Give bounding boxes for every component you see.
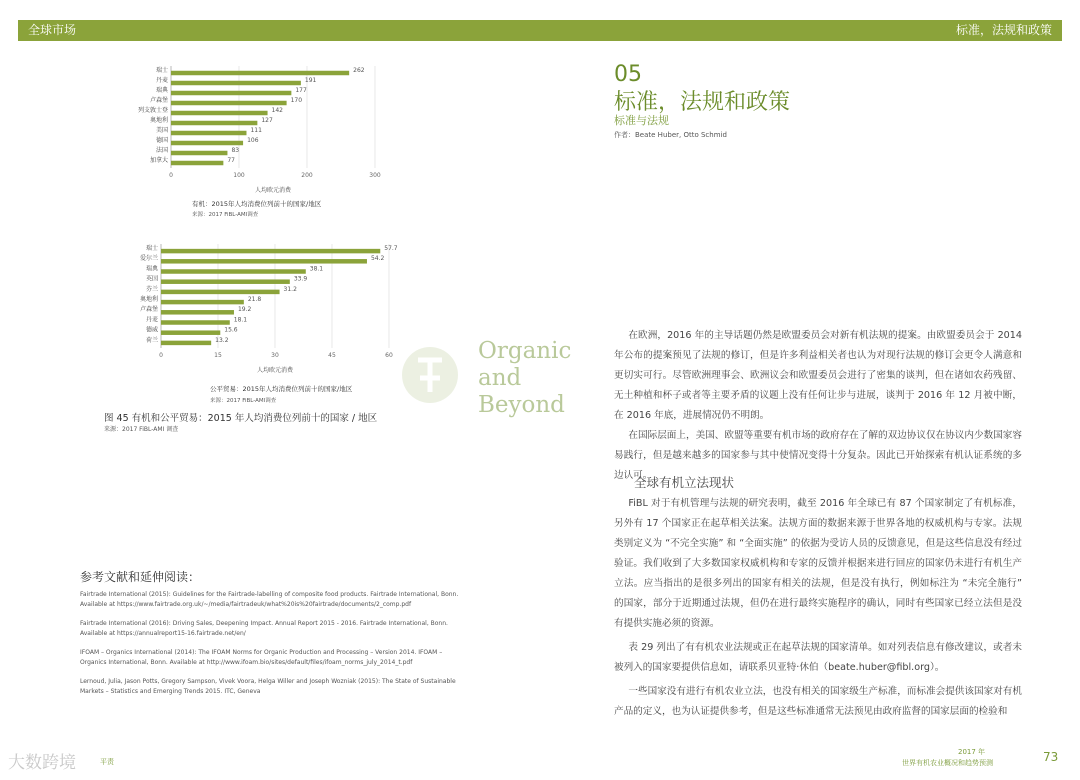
category-label: 爱尔兰 [139, 255, 158, 263]
body-paragraph: 在国际层面上，美国、欧盟等重要有机市场的政府存在了解的双边协议仅在协议内少数国家容易践行，但是越来越多的国家参与其中使情况变得十分复杂。因此已开始探索有机认证系统的多边认可。 [614, 430, 1022, 481]
value-label: 142 [271, 107, 284, 114]
bar [171, 131, 246, 136]
bar [171, 91, 291, 96]
bar [161, 300, 244, 305]
x-tick-label: 30 [271, 352, 279, 359]
footer-publication: 世界有机农业概况和趋势预测 [902, 759, 993, 767]
x-axis-title: 人均欧元消费 [254, 187, 292, 194]
category-label: 列支敦士登 [137, 107, 168, 114]
x-tick-label: 0 [159, 352, 163, 359]
body-paragraph: 在欧洲，2016 年的主导话题仍然是欧盟委员会对新有机法规的提案。由欧盟委员会于 2014 年公布的提案预见了法规的修订，但是许多利益相关者也认为对现行法规的修订会更令人满意和更切实可行。尽管欧洲理事会、欧洲议会和欧盟委员会进行了密集的谈判，但在诸如农药残留、无土种植和杯子或者等主要矛盾的议题上没有任何让步与进展，谈判于 2016 年 12 月被中断，在 2016 年底，进展情况仍不明朗。 [614, 330, 1022, 421]
category-label: 瑞士 [145, 245, 158, 252]
fairtrade-consumption-chart [105, 240, 405, 375]
header-bar [18, 20, 1062, 41]
value-label: 33.9 [293, 275, 308, 283]
bar [161, 279, 290, 284]
body-paragraph: FiBL 对于有机管理与法规的研究表明，截至 2016 年全球已有 87 个国家制定了有机标准，另外有 17 个国家正在起草相关法案。法规方面的数据来源于世界各地的权威机构与专家。法规类别定义为 “不完全实施” 和 “全面实施” 的依据为受访人员的反馈意见，但是这些信息没有经过验证。我们收到了大多数国家权威机构和专家的反馈并根据来进行回应的国家仍未进行有机生产立法。应当指出的是很多列出的国家有相关的法规，但是没有执行，例如标注为 “未完全施行” 的国家，部分于近期通过法规，但仍在进行最终实施程序的确认，同时有些国家已经立法但是没有提供实施必须的资源。 [614, 498, 1022, 629]
organic-consumption-chart [105, 62, 405, 192]
category-label: 德威 [145, 326, 158, 334]
category-label: 荷兰 [145, 336, 158, 344]
bar [161, 330, 220, 335]
value-label: 127 [261, 117, 273, 124]
reference-item: Fairtrade International (2016): Driving Sales, Deepening Impact. Annual Report 2015 - 2016. Fairtrade International, Bonn. Available at https://annualreport15-16.fairtrade.net/en/ [80, 620, 448, 637]
bar [171, 151, 227, 156]
bar [171, 141, 243, 146]
category-label: 德国 [155, 137, 168, 144]
figure-source: 来源：2017 FiBL-AMI 调查 [104, 426, 179, 433]
organic-chart-caption: 有机：2015年人均消费位列前十的国家/地区 [192, 200, 322, 208]
x-tick-label: 15 [214, 352, 222, 359]
category-label: 加拿大 [149, 157, 168, 164]
category-label: 瑞典 [145, 265, 158, 273]
value-label: 54.2 [370, 255, 385, 263]
value-label: 13.2 [215, 336, 229, 344]
reference-item: Lernoud, Julia, Jason Potts, Gregory Sampson, Vivek Voora, Helga Willer and Joseph Wozniak (2015): The State of Sustainable Markets – Statistics and Emerging Trends 2015. ITC, Geneva [80, 678, 456, 695]
x-tick-label: 60 [385, 352, 393, 359]
category-label: 奥地利 [139, 296, 158, 303]
value-label: 262 [353, 67, 365, 74]
bar [161, 341, 211, 346]
reference-item: IFOAM – Organics International (2014): The IFOAM Norms for Organic Production and Processing – Version 2014. IFOAM – Organics International, Bonn. Available at http://www.ifoam.bio/sites/default/files/ifoam_norms_july_2014_t.pdf [80, 649, 443, 666]
x-tick-label: 100 [233, 172, 245, 179]
page-number: 73 [1043, 750, 1059, 764]
organic-bar-chart-svg [105, 62, 405, 192]
value-label: 111 [250, 127, 262, 134]
footer-year: 2017 年 [958, 748, 986, 756]
footer-logo: 大数跨境 [8, 753, 76, 773]
chapter-authors: 作者：Beate Huber, Otto Schmid [614, 131, 727, 139]
value-label: 191 [304, 77, 317, 84]
section-heading: 全球有机立法现状 [634, 475, 735, 490]
category-label: 卢森堡 [139, 306, 158, 314]
bar [171, 161, 223, 166]
category-label: 卢森堡 [149, 97, 168, 104]
x-tick-label: 0 [169, 172, 173, 179]
header-section-left: 全球市场 [28, 23, 77, 37]
value-label: 57.7 [384, 245, 398, 252]
body-block-2 [614, 494, 1022, 722]
bar [161, 249, 380, 254]
bar [171, 71, 349, 76]
value-label: 177 [295, 87, 307, 94]
value-label: 170 [290, 97, 303, 104]
value-label: 19.2 [237, 306, 252, 314]
bar [161, 269, 306, 274]
category-label: 法国 [155, 147, 168, 154]
x-tick-label: 45 [328, 352, 336, 359]
category-label: 芬兰 [145, 285, 158, 293]
chapter-subtitle: 标准与法规 [614, 114, 669, 127]
x-tick-label: 300 [369, 172, 381, 179]
category-label: 瑞士 [155, 67, 168, 74]
value-label: 31.2 [283, 285, 297, 293]
category-label: 英国 [145, 275, 158, 283]
fairtrade-chart-caption: 公平贸易：2015年人均消费位列前十的国家/地区 [210, 385, 353, 393]
value-label: 18.1 [233, 316, 248, 324]
footer-left-text: 平责 [100, 758, 114, 766]
fairtrade-bar-chart-svg [105, 240, 405, 375]
references-heading: 参考文献和延伸阅读： [80, 570, 201, 584]
chapter-number: 05 [614, 62, 642, 87]
bar [171, 111, 268, 116]
chapter-title: 标准，法规和政策 [614, 90, 791, 115]
body-paragraph: 表 29 列出了有有机农业法规或正在起草法规的国家清单。如对列表信息有修改建议，或者未被列入的国家要提供信息如，请联系贝亚特·休伯（beate.huber@fibl.org）。 [614, 642, 1022, 673]
value-label: 77 [227, 157, 236, 164]
category-label: 美国 [155, 127, 168, 134]
bar [161, 310, 234, 315]
bar [171, 81, 301, 86]
organic-chart-source: 来源：2017 FiBL-AMI调查 [192, 212, 259, 218]
bar [171, 101, 287, 106]
value-label: 21.8 [247, 296, 262, 303]
header-section-right: 标准，法规和政策 [955, 23, 1052, 37]
value-label: 83 [231, 147, 240, 154]
category-label: 丹麦 [145, 316, 158, 324]
fairtrade-chart-source: 来源：2017 FiBL-AMI调查 [210, 398, 277, 404]
reference-item: Fairtrade International (2015): Guidelines for the Fairtrade-labelling of composite food products. Fairtrade International, Bonn. Available at https://www.fairtrade.org.uk/~/media/fairtradeuk/what%20is%20fairtrade/documents/2_comp.pdf [80, 591, 459, 608]
body-block-1 [614, 326, 1022, 486]
x-tick-label: 200 [301, 172, 313, 179]
category-label: 奥地利 [149, 117, 168, 124]
value-label: 106 [247, 137, 259, 144]
category-label: 丹麦 [155, 77, 168, 84]
value-label: 38.1 [309, 265, 324, 273]
value-label: 15.6 [224, 326, 238, 334]
references-list [80, 590, 470, 706]
category-label: 瑞典 [155, 87, 168, 94]
bar [161, 320, 230, 325]
bar [161, 259, 367, 264]
x-axis-title: 人均欧元消费 [256, 367, 294, 374]
body-paragraph: 一些国家没有进行有机农业立法，也没有相关的国家级生产标准，而标准会提供该国家对有机产品的定义，也为认证提供参考，但是这些标准通常无法预见由政府监督的国家层面的检验和 [614, 686, 1022, 717]
figure-caption: 图 45 有机和公平贸易：2015 年人均消费位列前十的国家 / 地区 [104, 413, 378, 424]
bar [171, 121, 257, 126]
watermark-text: Organic and Beyond [478, 338, 572, 418]
bar [161, 290, 280, 295]
